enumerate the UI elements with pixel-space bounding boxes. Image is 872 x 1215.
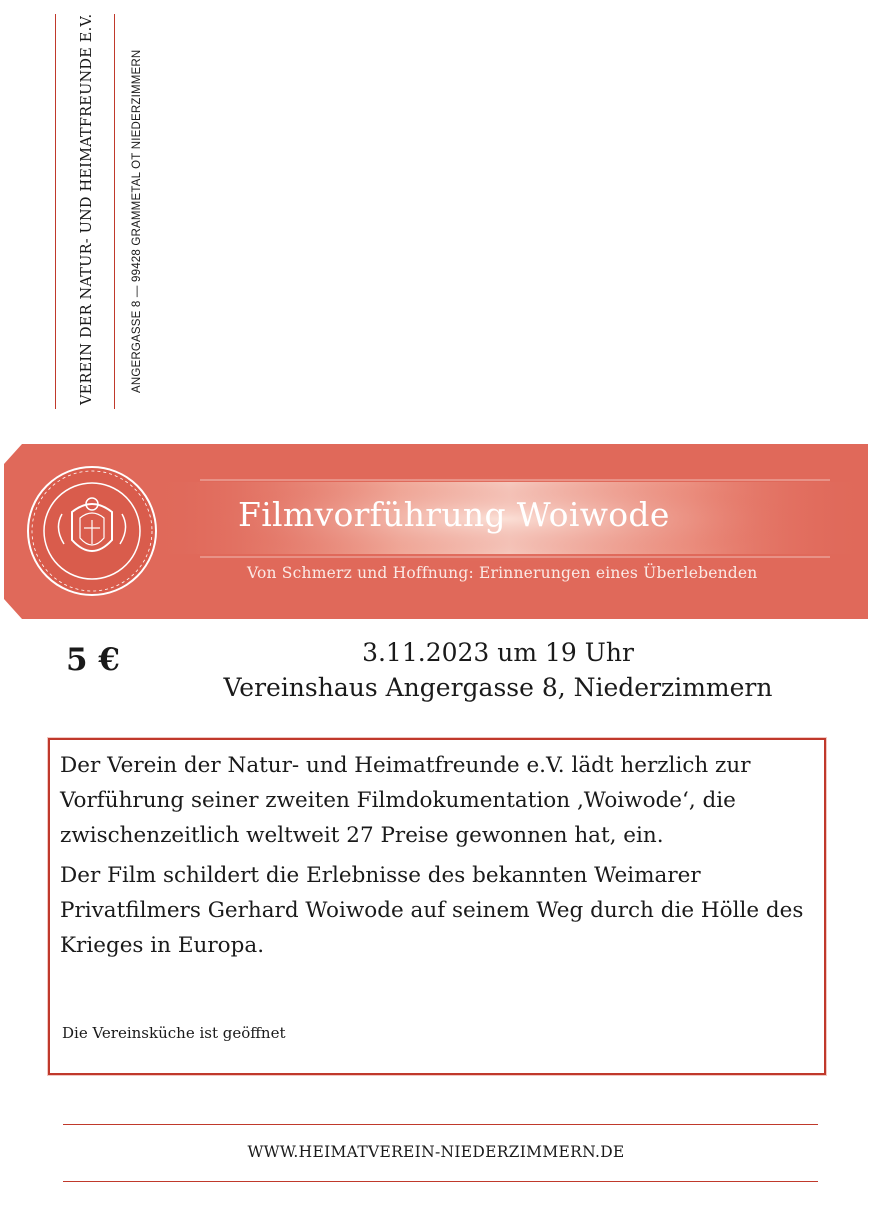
footer-rule-bottom [63,1181,818,1182]
ticket-price: 5 € [66,642,120,678]
kitchen-note: Die Vereinsküche ist geöffnet [62,1024,286,1042]
event-location: Vereinshaus Angergasse 8, Niederzimmern [223,673,773,702]
footer-rule-top [63,1124,818,1125]
event-title: Filmvorführung Woiwode [238,495,670,534]
event-subtitle: Von Schmerz und Hoffnung: Erinnerungen eines Überlebenden [247,564,758,582]
info-paragraph-invitation: Der Verein der Natur- und Heimatfreunde e.V. lädt herzlich zur Vorführung seiner zweiten Filmdokumentation ‚Woiwode‘, die zwischenzeitlich weltweit 27 Preise gewonnen hat, ein. [60,753,751,848]
info-paragraph-description: Der Film schildert die Erlebnisse des bekannten Weimarer Privatfilmers Gerhard Woiwode auf seinem Weg durch die Hölle des Krieges in Europa. [60,863,804,958]
organization-address: ANGERGASSE 8 — 99428 GRAMMETAL OT NIEDERZIMMERN [131,49,143,393]
letterhead-rule-right [114,14,115,409]
letterhead-rule-left [55,14,56,409]
website-link[interactable]: WWW.HEIMATVEREIN-NIEDERZIMMERN.DE [247,1143,625,1161]
organization-name: VEREIN DER NATUR- UND HEIMATFREUNDE E.V. [79,13,95,405]
event-date: 3.11.2023 um 19 Uhr [362,638,634,667]
club-seal-icon [28,467,156,595]
